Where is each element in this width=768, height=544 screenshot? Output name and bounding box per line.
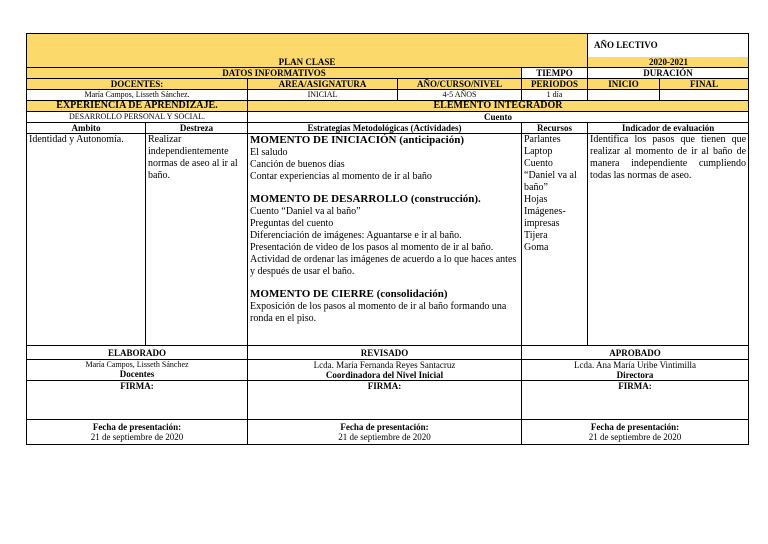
col-destreza: Destreza: [146, 123, 248, 134]
cierre-item: Exposición de los pasos al momento de ir al baño formando una ronda en el piso.: [250, 301, 507, 324]
inicio-item: Contar experiencias al momento de ir al baño: [250, 171, 432, 182]
desarrollo-item: Cuento “Daniel va al baño”: [250, 206, 361, 217]
desarrollo-item: Diferenciación de imágenes: Aguantarse e ir al baño.: [250, 230, 462, 241]
aprobado-role: Directora: [616, 370, 654, 380]
elaborado-fecha-label: Fecha de presentación:: [92, 422, 182, 432]
revisado-fecha-cell: [248, 420, 522, 445]
recurso-item: Imágenes-impresas: [524, 206, 566, 229]
plan-clase-title: PLAN CLASE: [27, 34, 588, 68]
duracion-heading: DURACIÓN: [588, 68, 749, 79]
elaborado-heading: ELABORADO: [27, 346, 248, 360]
aprobado-cell: [522, 360, 749, 381]
inicio-item: Canción de buenos días: [250, 159, 345, 170]
plan-clase-document: [26, 33, 748, 445]
elemento-value: Cuento: [248, 112, 749, 123]
revisado-role: Coordinadora del Nivel Inicial: [325, 370, 444, 380]
elemento-label: ELEMENTO INTEGRADOR: [248, 101, 749, 112]
momento-inicio-title: MOMENTO DE INICIACIÓN (anticipación): [250, 134, 465, 146]
recurso-item: Tijera: [524, 230, 548, 241]
experiencia-label: EXPERIENCIA DE APRENDIZAJE.: [27, 101, 248, 112]
revisado-firma: FIRMA:: [248, 381, 522, 420]
final-value: [660, 90, 749, 101]
periodos-label: PERIODOS: [522, 79, 588, 90]
ambito-cell: Identidad y Autonomía.: [27, 134, 146, 346]
recurso-item: Hojas: [524, 194, 548, 205]
momento-cierre-title: MOMENTO DE CIERRE (consolidación): [250, 288, 448, 300]
docentes-label: DOCENTES:: [27, 79, 248, 90]
inicio-label: INICIO: [588, 79, 660, 90]
col-ambito: Ambito: [27, 123, 146, 134]
col-recursos: Recursos: [522, 123, 588, 134]
ano-curso-label: AÑO/CURSO/NIVEL: [398, 79, 522, 90]
desarrollo-item: Preguntas del cuento: [250, 218, 334, 229]
tiempo-heading: TIEMPO: [522, 68, 588, 79]
docentes-value: María Campos, Lisseth Sánchez.: [27, 90, 248, 101]
anio-lectivo-label: AÑO LECTIVO: [588, 34, 749, 57]
ano-curso-value: 4-5 AÑOS: [398, 90, 522, 101]
desarrollo-item: Actividad de ordenar las imágenes de acuerdo a lo que haces antes y después de usar el baño.: [250, 254, 517, 277]
experiencia-value: DESARROLLO PERSONAL Y SOCIAL.: [27, 112, 248, 123]
final-label: FINAL: [660, 79, 749, 90]
revisado-fecha-label: Fecha de presentación:: [340, 422, 429, 432]
revisado-name: Lcda. María Fernanda Reyes Santacruz: [313, 360, 456, 370]
recurso-item: Parlantes: [524, 134, 561, 145]
aprobado-fecha: 21 de septiembre de 2020: [588, 432, 682, 442]
revisado-cell: [248, 360, 522, 381]
destreza-cell: Realizar independientemente normas de aseo al ir al baño.: [146, 134, 248, 346]
recurso-item: Laptop: [524, 146, 553, 157]
col-estrategias: Estrategias Metodológicas (Actividades): [248, 123, 522, 134]
periodos-value: 1 día: [522, 90, 588, 101]
revisado-fecha: 21 de septiembre de 2020: [338, 432, 431, 442]
area-value: INICIAL: [248, 90, 398, 101]
momento-desarrollo-title: MOMENTO DE DESARROLLO (construcción).: [250, 193, 481, 205]
desarrollo-item: Presentación de video de los pasos al momento de ir al baño.: [250, 242, 494, 253]
recurso-item: Goma: [524, 242, 549, 253]
col-indicador: Indicador de evaluación: [588, 123, 749, 134]
elaborado-name: María Campos, Lisseth Sánchez: [85, 360, 189, 369]
recurso-item: Cuento: [524, 158, 553, 169]
datos-informativos-heading: DATOS INFORMATIVOS: [27, 68, 522, 79]
aprobado-heading: APROBADO: [522, 346, 749, 360]
aprobado-fecha-cell: [522, 420, 749, 445]
recurso-item: “Daniel va al baño”: [524, 170, 577, 193]
elaborado-firma: FIRMA:: [27, 381, 248, 420]
elaborado-role: Docentes: [119, 369, 155, 379]
elaborado-fecha-cell: [27, 420, 248, 445]
indicador-cell: Identifica los pasos que tienen que realizar al momento de ir al baño de manera independiente cumpliendo todas las normas de aseo.: [588, 134, 749, 346]
inicio-value: [588, 90, 660, 101]
aprobado-name: Lcda. Ana María Uribe Vintimilla: [574, 360, 697, 370]
recursos-cell: [522, 134, 588, 346]
elaborado-fecha: 21 de septiembre de 2020: [90, 432, 184, 442]
aprobado-firma: FIRMA:: [522, 381, 749, 420]
aprobado-fecha-label: Fecha de presentación:: [590, 422, 680, 432]
anio-lectivo-value: 2020-2021: [588, 57, 749, 68]
plan-table: [26, 33, 749, 445]
elaborado-cell: [27, 360, 248, 381]
estrategias-cell: [248, 134, 522, 346]
inicio-item: El saludo: [250, 147, 288, 158]
revisado-heading: REVISADO: [248, 346, 522, 360]
area-label: AREA/ASIGNATURA: [248, 79, 398, 90]
